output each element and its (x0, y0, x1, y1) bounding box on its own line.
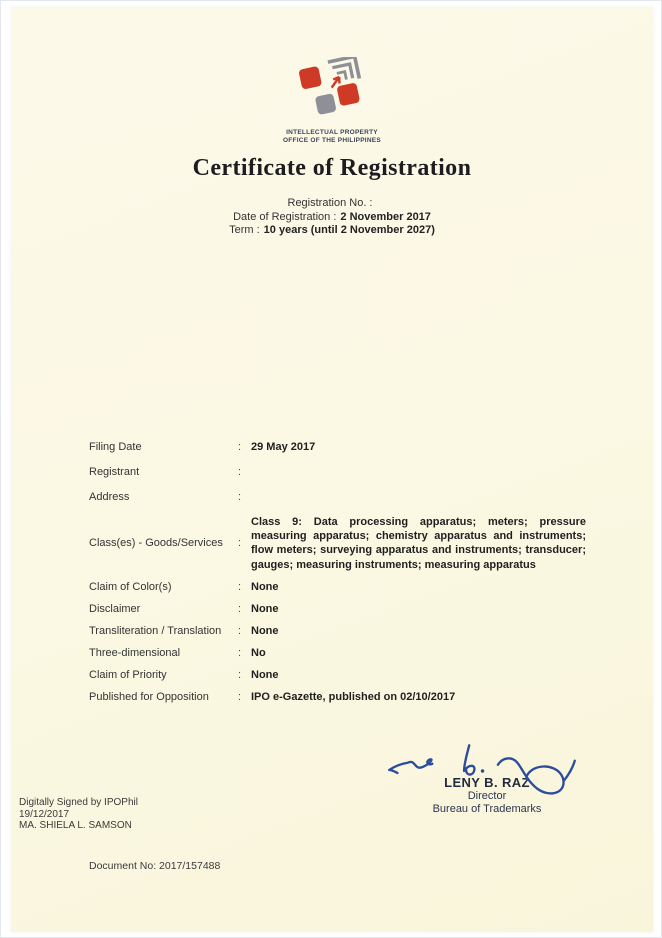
field-label: Claim of Priority (89, 668, 167, 681)
signatory-title: Director (467, 790, 507, 802)
signatory-office: Bureau of Trademarks (432, 803, 542, 815)
field-label: Claim of Color(s) (89, 580, 172, 593)
logo-arrow (330, 77, 341, 88)
fields-table (89, 440, 586, 712)
signatory-name: LENY B. RAZ (444, 775, 530, 790)
field-row-disclaimer (89, 602, 586, 616)
field-row-claim-of-priority (89, 668, 586, 682)
field-colon: : (238, 466, 242, 478)
field-row-claim-of-colors (89, 580, 586, 594)
ipo-logo-icon (293, 57, 371, 123)
digital-signature-line3: MA. SHIELA L. SAMSON (19, 820, 132, 831)
registration-term-line (11, 224, 653, 238)
registration-number-line (11, 197, 653, 211)
field-label: Published for Opposition (89, 690, 209, 703)
field-value: None (251, 624, 279, 637)
field-value: None (251, 580, 279, 593)
field-value: 29 May 2017 (251, 441, 316, 453)
certificate-paper (11, 7, 653, 932)
logo-square-red-right (336, 82, 360, 106)
field-label: Disclaimer (89, 602, 141, 615)
field-label: Three-dimensional (89, 646, 181, 659)
registration-date-line (11, 211, 653, 225)
field-row-address (89, 490, 586, 504)
field-colon: : (238, 690, 242, 703)
field-row-published-for-opposition (89, 690, 586, 704)
document-number: Document No: 2017/157488 (89, 860, 221, 872)
field-value: None (251, 602, 279, 615)
field-colon: : (238, 441, 242, 453)
signature-b-stroke (464, 745, 474, 774)
ipo-logo (11, 57, 653, 145)
field-row-registrant (89, 465, 586, 479)
signature-left-stroke (389, 759, 432, 773)
field-colon: : (238, 668, 242, 681)
field-colon: : (238, 580, 242, 593)
digital-signature-line1: Digitally Signed by IPOPhil (19, 797, 138, 808)
registration-info (11, 197, 653, 238)
field-value: No (251, 646, 266, 659)
field-row-classes-goods-services (89, 515, 586, 572)
field-colon: : (238, 602, 242, 615)
registration-date-value: 2 November 2017 (340, 210, 431, 223)
logo-square-gray (315, 93, 337, 115)
field-row-filing-date (89, 440, 586, 454)
field-value: Class 9: Data processing apparatus; meters; pressure measuring apparatus; chemistry apparatus and instruments; flow meters; surveying apparatus and instruments; transducer; gauges; measuring instruments; measuring apparatus (251, 516, 586, 571)
org-name-line1: INTELLECTUAL PROPERTY (286, 129, 378, 136)
field-value: IPO e-Gazette, published on 02/10/2017 (251, 690, 456, 703)
signatory-block (367, 735, 607, 816)
field-value: None (251, 668, 279, 681)
certificate-title: Certificate of Registration (192, 155, 472, 181)
field-colon: : (238, 624, 242, 637)
signature-dot (481, 769, 484, 772)
field-label: Address (89, 491, 130, 503)
field-colon: : (238, 491, 242, 503)
org-name-line2: OFFICE OF THE PHILIPPINES (283, 137, 381, 144)
digital-signature-note (19, 797, 138, 832)
registration-date-label: Date of Registration : (233, 210, 337, 223)
digital-signature-line2: 19/12/2017 (19, 808, 70, 820)
field-label: Filing Date (89, 441, 142, 453)
field-colon: : (238, 537, 242, 550)
field-label: Transliteration / Translation (89, 624, 222, 637)
field-colon: : (238, 646, 242, 659)
field-row-transliteration (89, 624, 586, 638)
registration-number-label: Registration No. : (287, 197, 373, 209)
registration-term-value: 10 years (until 2 November 2027) (263, 224, 435, 236)
field-row-three-dimensional (89, 646, 586, 660)
org-name (11, 129, 653, 145)
field-label: Class(es) - Goods/Services (89, 537, 223, 550)
field-label: Registrant (89, 466, 140, 478)
registration-term-label: Term : (229, 224, 260, 236)
logo-square-red-top (298, 66, 322, 90)
